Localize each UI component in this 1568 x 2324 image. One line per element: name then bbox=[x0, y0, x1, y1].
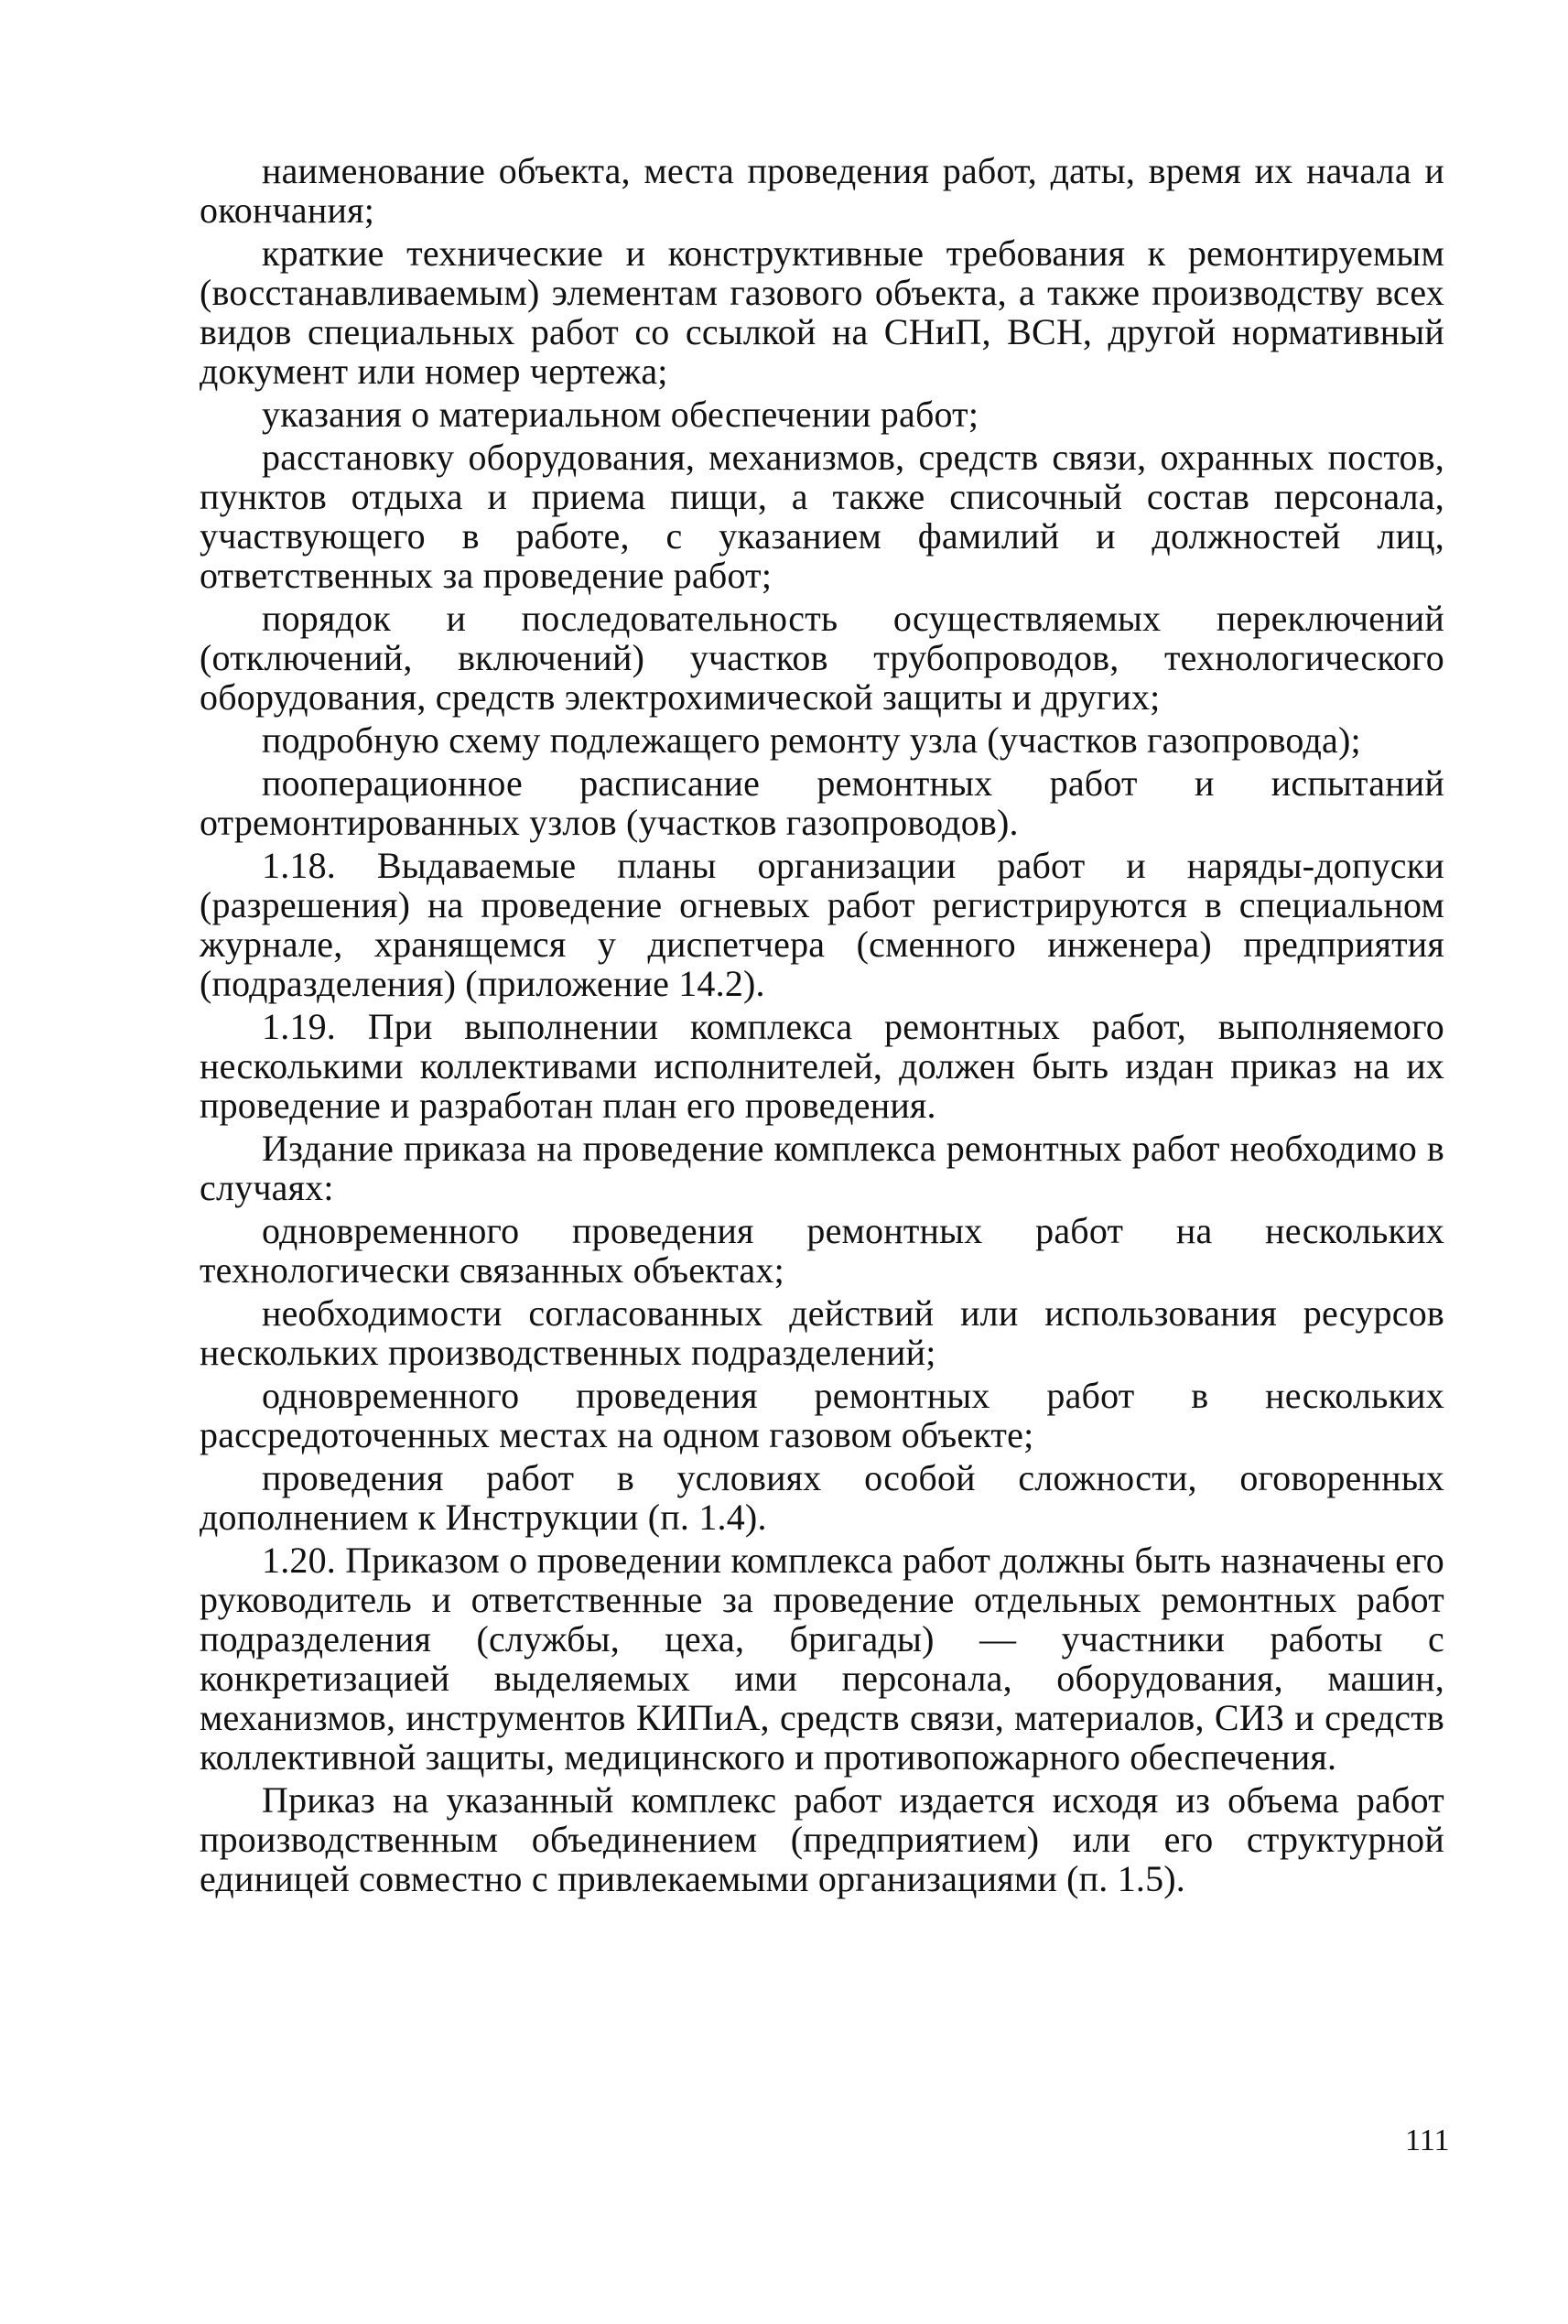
paragraph-case-simultaneous-linked: одновременного проведения ремонтных работ на нескольких технологически связанных объектах; bbox=[200, 1210, 1444, 1291]
paragraph-case-special-complexity: проведения работ в условиях особой сложности, оговоренных дополнением к Инструкции (п. 1.4). bbox=[200, 1457, 1444, 1538]
paragraph-case-coordinated-actions: необходимости согласованных действий или использования ресурсов нескольких производственных подразделений; bbox=[200, 1292, 1444, 1373]
document-page bbox=[200, 151, 1444, 1902]
page-number: 111 bbox=[1405, 2124, 1450, 2157]
paragraph-object-name: наименование объекта, места проведения работ, даты, время их начала и окончания; bbox=[200, 150, 1444, 231]
paragraph-case-dispersed-places: одновременного проведения ремонтных работ в нескольких рассредоточенных местах на одном газовом объекте; bbox=[200, 1375, 1444, 1455]
paragraph-order-cases-intro: Издание приказа на проведение комплекса ремонтных работ необходимо в случаях: bbox=[200, 1128, 1444, 1208]
paragraph-section-1-18: 1.18. Выдаваемые планы организации работ и наряды-допуски (разрешения) на проведение огневых работ регистрируются в специальном журнале, хранящемся у диспетчера (сменного инженера) предприятия (подразделения) (приложение 14.2). bbox=[200, 845, 1444, 1004]
paragraph-section-1-20: 1.20. Приказом о проведении комплекса работ должны быть назначены его руководитель и ответственные за проведение отдельных ремонтных работ подразделения (службы, цеха, бригады) — участники работы с конкретизацией выделяемых ими персонала, оборудования, машин, механизмов, инструментов КИПиА, средств связи, материалов, СИЗ и средств коллективной защиты, медицинского и противопожарного обеспечения. bbox=[200, 1540, 1444, 1778]
paragraph-section-1-19: 1.19. При выполнении комплекса ремонтных работ, выполняемого несколькими коллективами исполнителей, должен быть издан приказ на их проведение и разработан план его проведения. bbox=[200, 1006, 1444, 1126]
paragraph-technical-requirements: краткие технические и конструктивные требования к ремонтируемым (восстанавливаемым) элементам газового объекта, а также производству всех видов специальных работ со ссылкой на СНиП, ВСН, другой нормативный документ или номер чертежа; bbox=[200, 232, 1444, 392]
paragraph-order-issuance: Приказ на указанный комплекс работ издается исходя из объема работ производственным объединением (предприятием) или его структурной единицей совместно с привлекаемыми организациями (п. 1.5). bbox=[200, 1779, 1444, 1899]
paragraph-repair-scheme: подробную схему подлежащего ремонту узла (участков газопровода); bbox=[262, 719, 1361, 761]
paragraph-operation-schedule: пооперационное расписание ремонтных работ и испытаний отремонтированных узлов (участков газопроводов). bbox=[200, 762, 1444, 843]
paragraph-switching-order: порядок и последовательность осуществляемых переключений (отключений, включений) участков трубопроводов, технологического оборудования, средств электрохимической защиты и других; bbox=[200, 598, 1444, 718]
paragraph-material-supply: указания о материальном обеспечении работ; bbox=[262, 394, 979, 435]
paragraph-equipment-placement: расстановку оборудования, механизмов, средств связи, охранных постов, пунктов отдыха и приема пищи, а также списочный состав персонала, участвующего в работе, с указанием фамилий и должностей лиц, ответственных за проведение работ; bbox=[200, 437, 1444, 596]
